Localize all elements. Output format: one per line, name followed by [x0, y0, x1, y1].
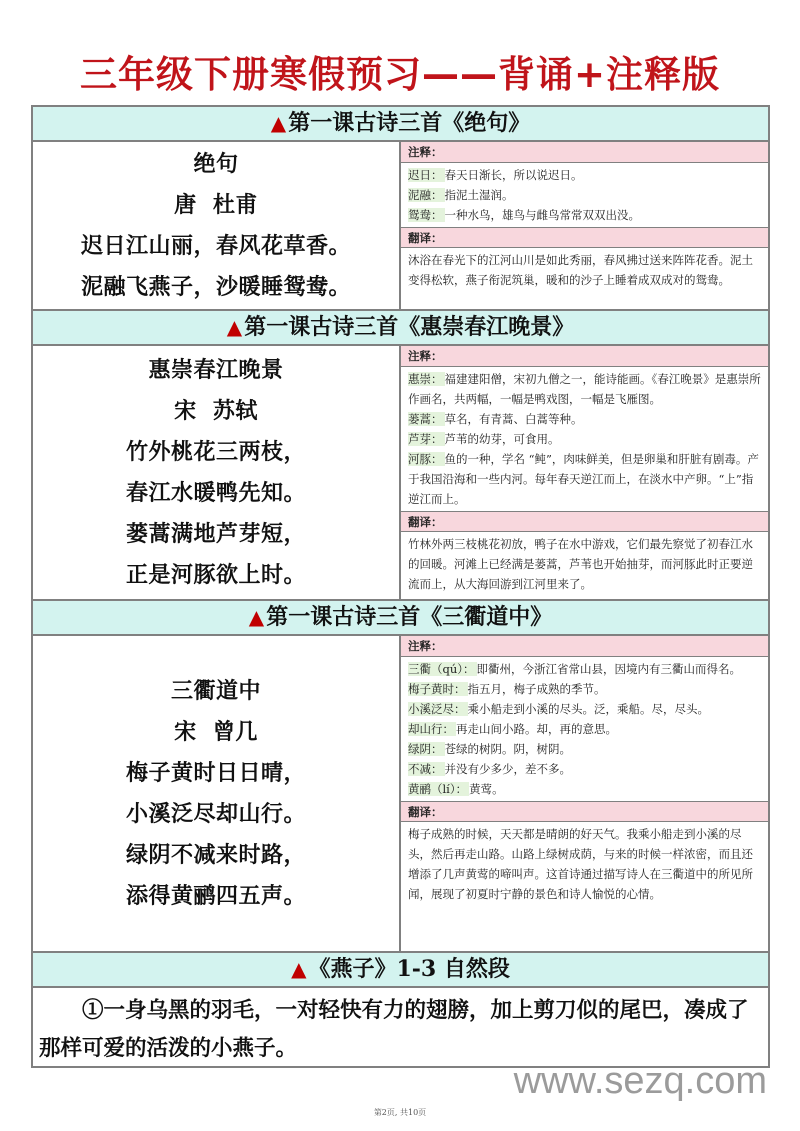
- section-title: 第一课古诗三首《三衢道中》: [266, 604, 553, 630]
- note-item: [408, 185, 764, 205]
- note-text: 春天日渐长，所以说迟日。: [444, 168, 583, 182]
- note-item: [408, 659, 764, 679]
- note-item: [408, 205, 764, 225]
- poem-author: 宋 曾几: [174, 718, 258, 745]
- poem-title: 惠崇春江晚景: [148, 356, 284, 383]
- note-term: 泥融：: [408, 188, 443, 202]
- red-triangle-icon: ▲: [226, 315, 243, 339]
- poem-line: 春江水暖鸭先知。: [125, 479, 306, 506]
- notes-column: [401, 346, 768, 599]
- notes-column: [401, 636, 768, 951]
- notes-list: [401, 657, 768, 801]
- note-item: [408, 779, 764, 799]
- section-body-huichong: [33, 346, 768, 601]
- translation-label: 翻译：: [401, 801, 768, 822]
- section-title: 第一课古诗三首《绝句》: [288, 110, 531, 136]
- note-text: 再走山间小路。却，再的意思。: [456, 722, 617, 736]
- notes-list: [401, 163, 768, 227]
- notes-label: 注释：: [401, 636, 768, 657]
- translation-label: 翻译：: [401, 227, 768, 248]
- note-text: 鱼的一种，学名 “鲀”，肉味鲜美，但是卵巢和肝脏有剧毒。产于我国沿海和一些内河。每年春天逆江而上，在淡水中产卵。“上”指逆江而上。: [408, 452, 759, 506]
- section-title: 第一课古诗三首《惠崇春江晚景》: [244, 314, 575, 340]
- translation-label: 翻译：: [401, 511, 768, 532]
- note-term: 惠崇：: [408, 372, 443, 386]
- note-term: 三衢（qú）：: [408, 662, 475, 676]
- note-term: 芦芽：: [408, 432, 443, 446]
- red-triangle-icon: ▲: [270, 111, 287, 135]
- section-body-sanqu: [33, 636, 768, 953]
- poem-line: 竹外桃花三两枝，: [125, 438, 306, 465]
- poem-author: 宋 苏轼: [174, 397, 258, 424]
- note-term: 不减：: [408, 762, 443, 776]
- notes-list: [401, 367, 768, 511]
- note-term: 却山行：: [408, 722, 454, 736]
- page-number: 第2页, 共10页: [373, 1108, 427, 1117]
- note-text: 黄莺。: [469, 782, 504, 796]
- watermark: www.sezq.com: [513, 1060, 767, 1102]
- note-item: [408, 449, 764, 509]
- note-item: [408, 719, 764, 739]
- note-term: 梅子黄时：: [408, 682, 466, 696]
- notes-column: [401, 142, 768, 309]
- note-text: 指泥土湿润。: [444, 188, 514, 202]
- note-term: 迟日：: [408, 168, 443, 182]
- document-title: 三年级下册寒假预习——背诵+注释版: [79, 53, 720, 96]
- note-item: [408, 429, 764, 449]
- note-item: [408, 165, 764, 185]
- red-triangle-icon: ▲: [291, 957, 307, 981]
- section-body-jueju: [33, 142, 768, 311]
- poem-author: 唐 杜甫: [174, 191, 258, 218]
- note-term: 小溪泛尽：: [408, 702, 466, 716]
- translation-text: 竹林外两三枝桃花初放，鸭子在水中游戏，它们最先察觉了初春江水的回暖。河滩上已经满是蒌蒿，芦苇也开始抽芽，而河豚此时正要逆流而上，从大海回游到江河里来了。: [408, 537, 753, 591]
- section-title: 《燕子》1-3 自然段: [308, 956, 510, 982]
- poem-column: [33, 346, 401, 599]
- note-text: 草名，有青蒿、白蒿等种。: [444, 412, 583, 426]
- poem-line: 蒌蒿满地芦芽短，: [125, 520, 306, 547]
- section-header-jueju: [33, 107, 768, 142]
- note-text: 一种水鸟，雄鸟与雌鸟常常双双出没。: [444, 208, 640, 222]
- notes-label: 注释：: [401, 346, 768, 367]
- poem-column: [33, 142, 401, 309]
- red-triangle-icon: ▲: [248, 605, 265, 629]
- poem-title: 绝句: [193, 150, 239, 177]
- note-text: 乘小船走到小溪的尽头。泛，乘船。尽，尽头。: [467, 702, 709, 716]
- poem-line: 小溪泛尽却山行。: [125, 800, 306, 827]
- poem-title: 三衢道中: [170, 677, 261, 704]
- poem-line: 绿阴不减来时路，: [125, 841, 306, 868]
- poem-line: 泥融飞燕子，沙暖睡鸳鸯。: [80, 273, 351, 300]
- note-text: 指五月，梅子成熟的季节。: [467, 682, 606, 696]
- note-term: 河豚：: [408, 452, 443, 466]
- study-sheet: [31, 105, 770, 1068]
- notes-label: 注释：: [401, 142, 768, 163]
- section-header-sanqu: [33, 601, 768, 636]
- poem-line: 添得黄鹂四五声。: [125, 882, 306, 909]
- note-term: 蒌蒿：: [408, 412, 443, 426]
- note-text: 福建建阳僧，宋初九僧之一，能诗能画。《春江晚景》是惠崇所作画名，共两幅，一幅是鸭戏图，一幅是飞雁图。: [408, 372, 761, 406]
- note-item: [408, 409, 764, 429]
- poem-line: 梅子黄时日日晴，: [125, 759, 306, 786]
- note-item: [408, 739, 764, 759]
- note-term: 鸳鸯：: [408, 208, 443, 222]
- note-text: 芦苇的幼芽，可食用。: [444, 432, 560, 446]
- section-header-huichong: [33, 311, 768, 346]
- note-text: 并没有少多少，差不多。: [444, 762, 571, 776]
- poem-column: [33, 636, 401, 951]
- poem-line: 正是河豚欲上时。: [125, 561, 306, 588]
- note-term: 黄鹂（lí）：: [408, 782, 468, 796]
- section-header-yanzi: [33, 953, 768, 988]
- note-term: 绿阴：: [408, 742, 443, 756]
- passage-paragraph: ①一身乌黑的羽毛，一对轻快有力的翅膀，加上剪刀似的尾巴，凑成了那样可爱的活泼的小燕子。: [33, 988, 768, 1068]
- note-item: [408, 679, 764, 699]
- note-item: [408, 369, 764, 409]
- note-item: [408, 759, 764, 779]
- translation-text: 梅子成熟的时候，天天都是晴朗的好天气。我乘小船走到小溪的尽头，然后再走山路。山路上绿树成荫，与来的时候一样浓密，而且还增添了几声黄莺的啼叫声。这首诗通过描写诗人在三衢道中的所见所闻，展现了初夏时宁静的景色和诗人愉悦的心情。: [408, 827, 753, 901]
- translation-text: 沐浴在春光下的江河山川是如此秀丽，春风拂过送来阵阵花香。泥土变得松软，燕子衔泥筑巢，暖和的沙子上睡着成双成对的鸳鸯。: [408, 253, 753, 287]
- note-text: 即衢州，今浙江省常山县，因境内有三衢山而得名。: [476, 662, 742, 676]
- note-text: 苍绿的树阴。阴，树阴。: [444, 742, 571, 756]
- note-item: [408, 699, 764, 719]
- poem-line: 迟日江山丽，春风花草香。: [80, 232, 351, 259]
